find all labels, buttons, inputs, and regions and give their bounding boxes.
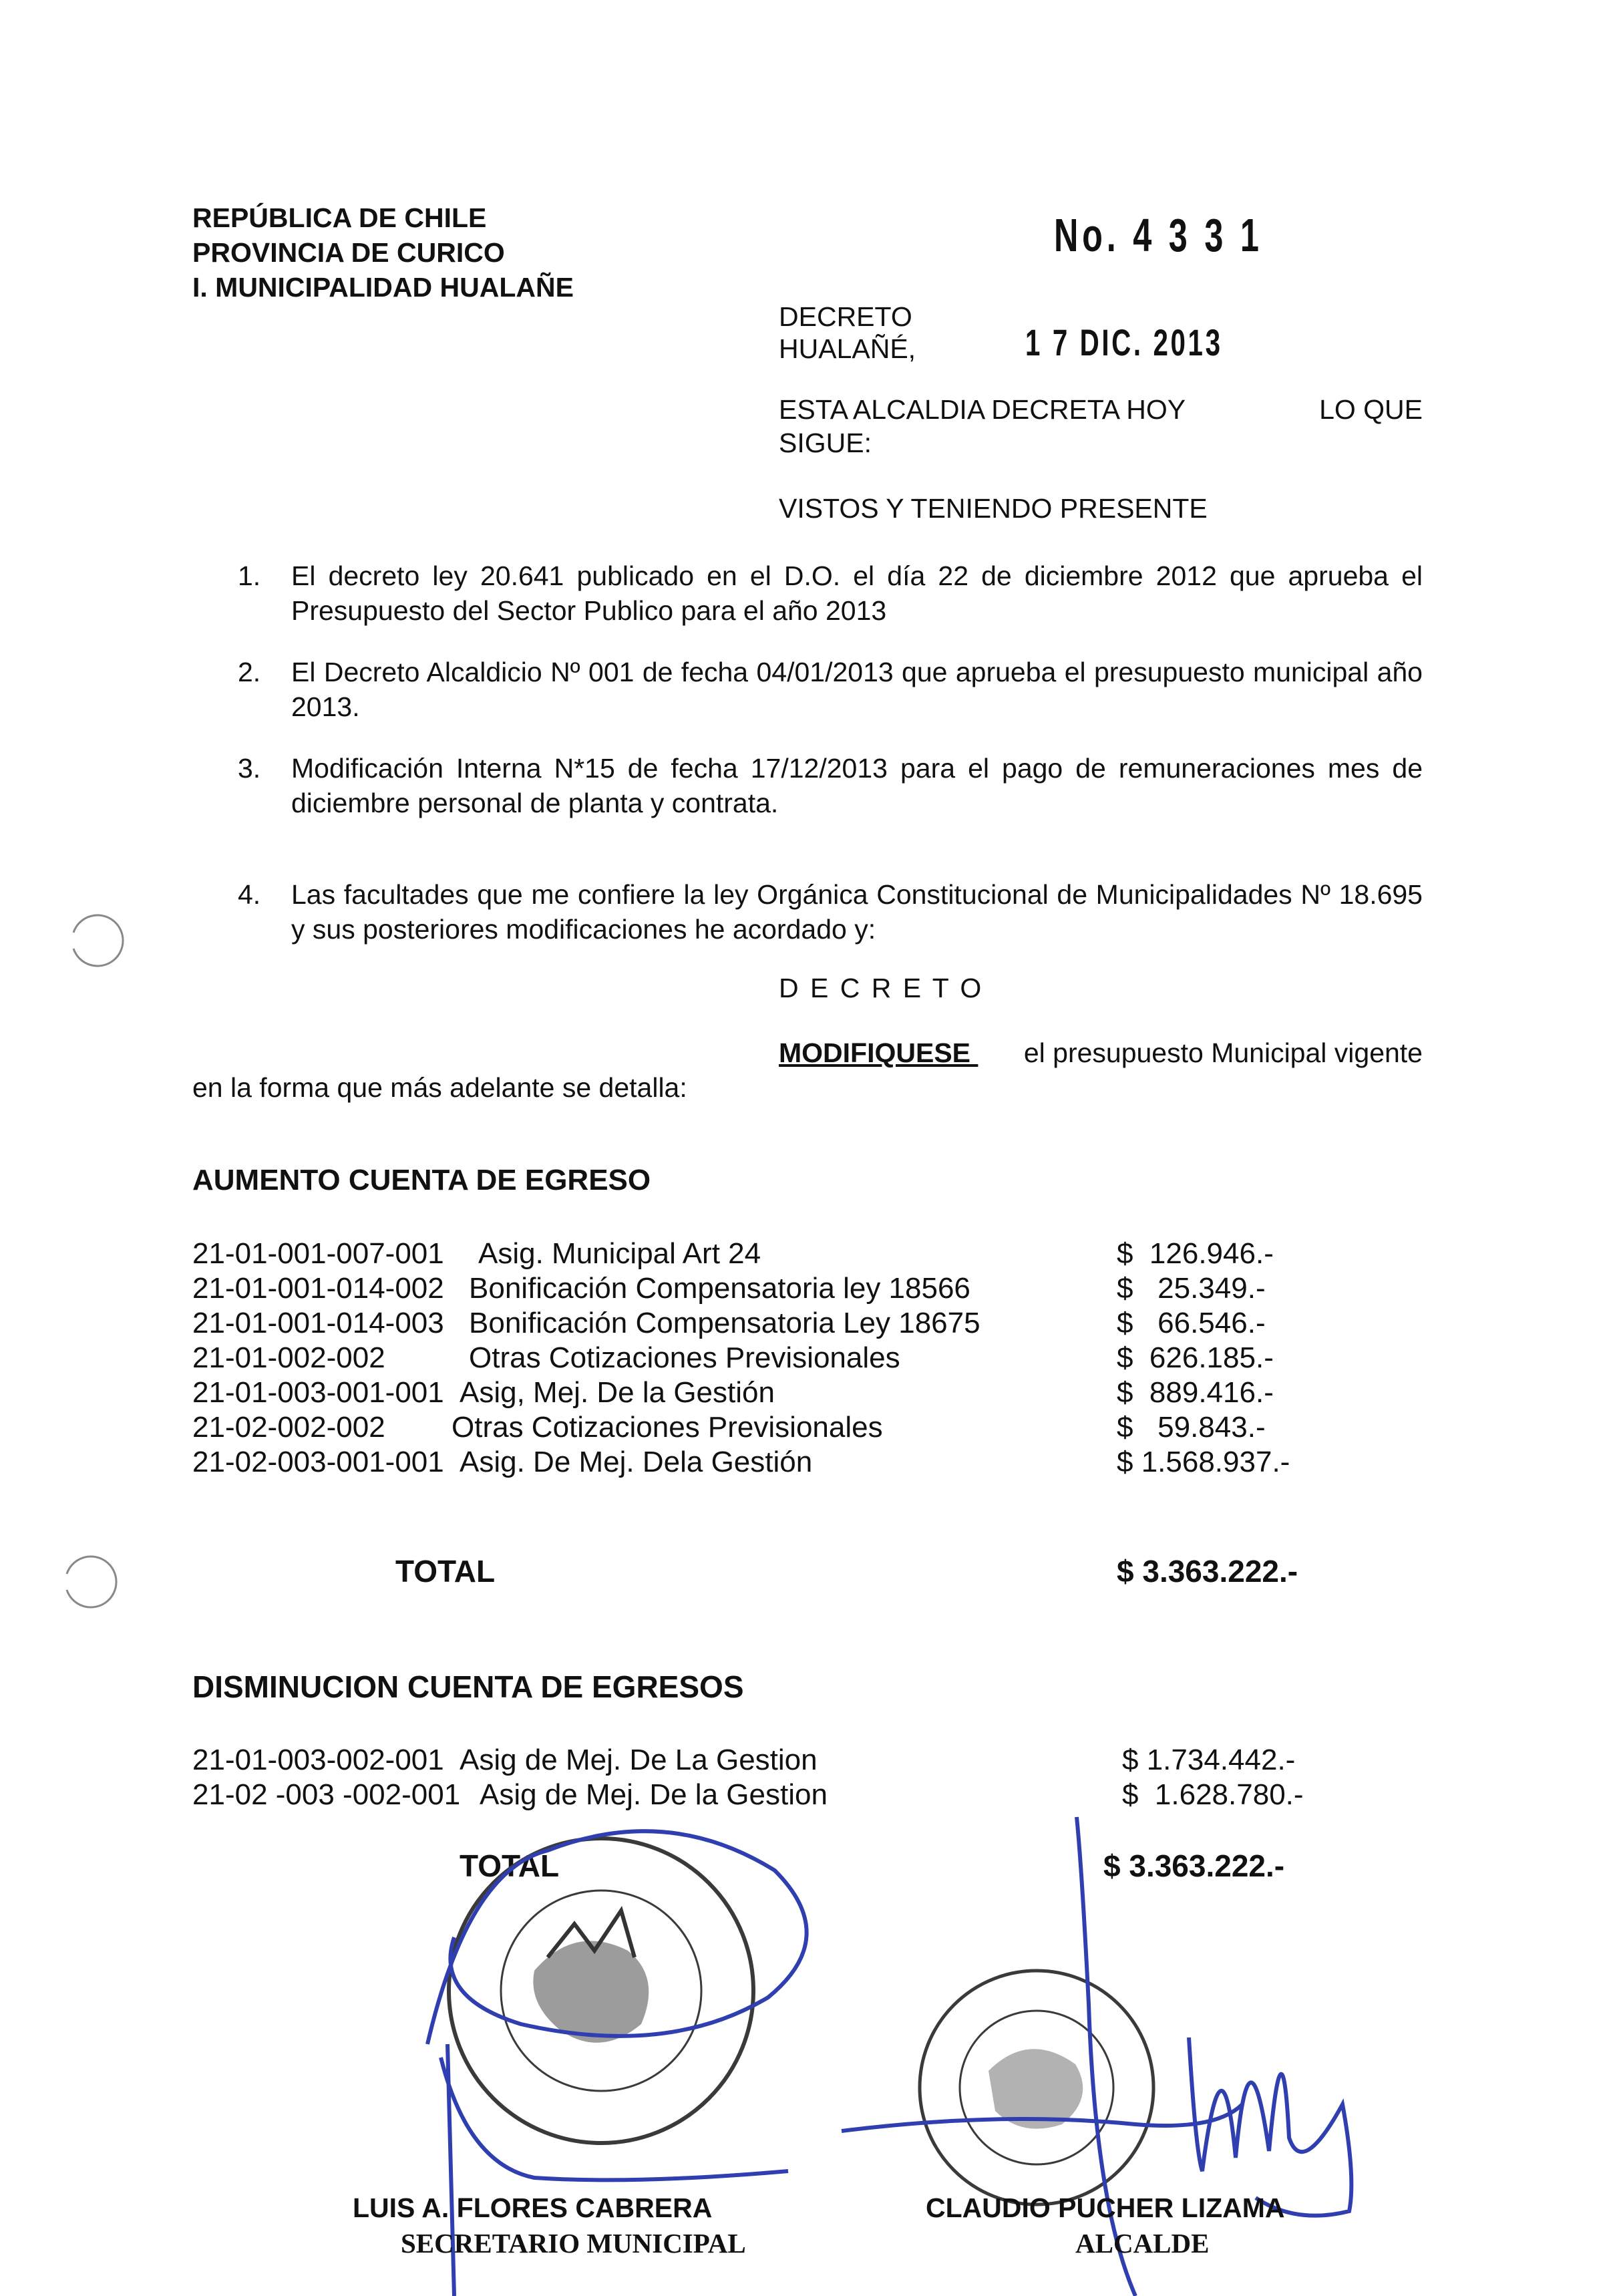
aumento-row-4-desc: Otras Cotizaciones Previsionales: [469, 1341, 900, 1374]
right-seal: [920, 1971, 1153, 2204]
disminucion-total-amount: $ 3.363.222.-: [1103, 1848, 1285, 1883]
disminucion-heading: DISMINUCION CUENTA DE EGRESOS: [192, 1669, 744, 1704]
aumento-row-4-code: 21-01-002-002: [192, 1341, 385, 1374]
decree-number: No. 4 3 3 1: [1054, 209, 1263, 261]
aumento-row-5-code: 21-01-003-001-001: [192, 1376, 444, 1409]
date-stamp: 1 7 DIC. 2013: [1025, 321, 1223, 363]
aumento-row-6-amount: $ 59.843.-: [1117, 1411, 1266, 1444]
signatory-left-title: SECRETARIO MUNICIPAL: [401, 2228, 746, 2259]
aumento-row-2-code: 21-01-001-014-002: [192, 1272, 444, 1305]
municipality-line: I. MUNICIPALIDAD HUALAÑE: [192, 272, 574, 303]
aumento-row-7-code: 21-02-003-001-001: [192, 1446, 444, 1478]
aumento-total-amount: $ 3.363.222.-: [1117, 1554, 1298, 1589]
item-1-text: El decreto ley 20.641 publicado en el D.O. el día 22 de diciembre 2012 que aprueba el Presupuesto del Sector Publico para el año 2013: [291, 560, 1423, 626]
decreto-heading: D E C R E T O: [779, 973, 984, 1003]
aumento-row-7-desc: Asig. De Mej. Dela Gestión: [460, 1446, 813, 1478]
right-signature: [842, 1817, 1351, 2296]
signatory-right-title: ALCALDE: [1075, 2228, 1210, 2259]
item-1-number: 1.: [238, 560, 261, 591]
aumento-row-1-desc: Asig. Municipal Art 24: [478, 1237, 761, 1270]
aumento-total-label: TOTAL: [395, 1554, 496, 1589]
intro-left: ESTA ALCALDIA DECRETA HOY: [779, 394, 1186, 425]
aumento-row-1-amount: $ 126.946.-: [1117, 1237, 1274, 1270]
disminucion-row-2-code: 21-02 -003 -002-001: [192, 1778, 461, 1811]
aumento-row-3-desc: Bonificación Compensatoria Ley 18675: [469, 1307, 980, 1339]
aumento-row-1-code: 21-01-001-007-001: [192, 1237, 444, 1270]
aumento-row-6-code: 21-02-002-002: [192, 1411, 385, 1444]
disminucion-row-2-desc: Asig de Mej. De la Gestion: [480, 1778, 828, 1811]
aumento-row-6-desc: Otras Cotizaciones Previsionales: [452, 1411, 883, 1444]
disminucion-row-1-desc: Asig de Mej. De La Gestion: [460, 1744, 818, 1776]
modifiquese-rest: el presupuesto Municipal vigente: [1023, 1037, 1423, 1068]
item-2-text: El Decreto Alcaldicio Nº 001 de fecha 04/01/2013 que aprueba el presupuesto municipal año 2013.: [291, 657, 1423, 722]
aumento-row-3-amount: $ 66.546.-: [1117, 1307, 1266, 1339]
vistos-heading: VISTOS Y TENIENDO PRESENTE: [779, 493, 1208, 524]
signatory-right-name: CLAUDIO PUCHER LIZAMA: [926, 2192, 1285, 2223]
item-3-number: 3.: [238, 753, 261, 784]
left-signature: [427, 1831, 807, 2296]
item-4-text: Las facultades que me confiere la ley Orgánica Constitucional de Municipalidades Nº 18.695 y sus posteriores modificaciones he acordado y:: [291, 879, 1423, 945]
aumento-heading: AUMENTO CUENTA DE EGRESO: [192, 1164, 651, 1196]
modifiquese-line2: en la forma que más adelante se detalla:: [192, 1072, 687, 1103]
disminucion-total-label: TOTAL: [460, 1848, 560, 1883]
disminucion-row-2-amount: $ 1.628.780.-: [1122, 1778, 1304, 1811]
punch-hole-top: [73, 915, 123, 966]
aumento-row-7-amount: $ 1.568.937.-: [1117, 1446, 1290, 1478]
punch-hole-bottom: [67, 1556, 116, 1607]
modifiquese-keyword: MODIFIQUESE: [779, 1037, 978, 1068]
aumento-row-3-code: 21-01-001-014-003: [192, 1307, 444, 1339]
aumento-row-4-amount: $ 626.185.-: [1117, 1341, 1274, 1374]
aumento-row-5-desc: Asig, Mej. De la Gestión: [460, 1376, 775, 1409]
item-2-number: 2.: [238, 657, 261, 687]
country-line: REPÚBLICA DE CHILE: [192, 202, 487, 233]
decree-label: DECRETO: [779, 301, 912, 332]
aumento-row-2-desc: Bonificación Compensatoria ley 18566: [469, 1272, 970, 1305]
intro-right: LO QUE: [1319, 394, 1423, 425]
item-3-text: Modificación Interna N*15 de fecha 17/12/2013 para el pago de remuneraciones mes de diciembre personal de planta y contrata.: [291, 753, 1423, 818]
signatory-left-name: LUIS A. FLORES CABRERA: [353, 2192, 713, 2223]
item-4-number: 4.: [238, 879, 261, 910]
disminucion-row-1-code: 21-01-003-002-001: [192, 1744, 444, 1776]
intro-line2: SIGUE:: [779, 428, 872, 458]
province-line: PROVINCIA DE CURICO: [192, 237, 505, 268]
city-label: HUALAÑÉ,: [779, 333, 916, 364]
disminucion-row-1-amount: $ 1.734.442.-: [1122, 1744, 1296, 1776]
aumento-row-2-amount: $ 25.349.-: [1117, 1272, 1266, 1305]
aumento-row-5-amount: $ 889.416.-: [1117, 1376, 1274, 1409]
